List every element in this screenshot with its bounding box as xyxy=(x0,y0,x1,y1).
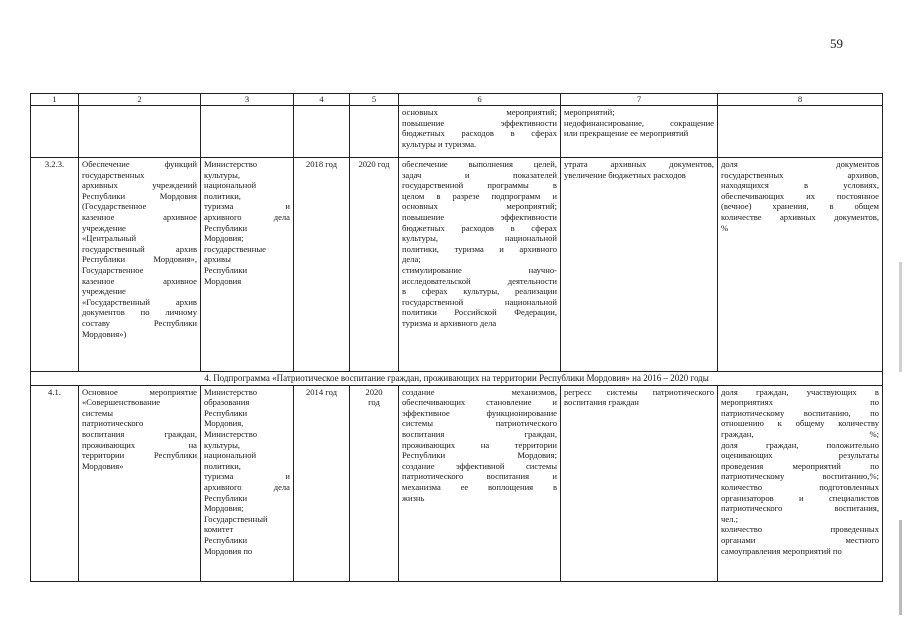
indicators-cell xyxy=(718,158,883,372)
text-line: Республики Мордовия xyxy=(82,190,197,201)
text-line: в сферах культуры, реализации xyxy=(402,286,557,297)
text-line: проживающих на xyxy=(82,439,197,450)
scan-edge-mark xyxy=(899,262,902,372)
table-row-3-2-3 xyxy=(31,158,883,372)
text-line: Государственное xyxy=(82,264,144,275)
text-line: политики, xyxy=(204,190,241,201)
text-line: доля граждан, положительно xyxy=(721,439,879,450)
text-line: механизма ее воплощения в xyxy=(402,481,557,492)
scan-edge-mark xyxy=(899,520,902,615)
text-line: количество проведенных xyxy=(721,524,879,535)
text-line: архивных учреждений xyxy=(82,180,197,191)
text-line: Мордовия; xyxy=(204,503,244,514)
table-row-continuation xyxy=(31,106,883,158)
text-line: основных мероприятий; xyxy=(402,107,557,117)
text-line: патриотического воспитания и xyxy=(402,471,557,482)
text-line: национальной xyxy=(204,450,257,461)
text-line: территории Республики xyxy=(82,450,197,461)
text-line: Мордовия» xyxy=(82,460,124,471)
text-line: Республики xyxy=(204,492,248,503)
text-line: государственных xyxy=(82,169,145,180)
text-line: воспитания граждан, xyxy=(402,428,557,439)
text-line: Республики Мордовия», xyxy=(82,254,197,265)
col-header: 6 xyxy=(399,94,561,106)
text-line: Республики xyxy=(204,407,248,418)
table-row-4-1 xyxy=(31,385,883,581)
text-line: увеличение бюджетных расходов xyxy=(564,169,686,180)
text-line: Мордовия, xyxy=(204,418,244,429)
risks-cell xyxy=(561,106,718,158)
text-line: Мордовия; xyxy=(204,233,244,244)
text-line: образования xyxy=(204,397,250,408)
col-header: 1 xyxy=(31,94,79,106)
text-line: архивного дела xyxy=(204,211,290,222)
col-header: 8 xyxy=(718,94,883,106)
text-line: патриотического воспитания, xyxy=(721,503,879,514)
start-year: 2018 год xyxy=(294,158,350,372)
text-line: органами местного xyxy=(721,534,879,545)
text-line: туризма и xyxy=(204,471,290,482)
text-line: национальной xyxy=(204,180,257,191)
text-line: повышение эффективности xyxy=(402,117,557,128)
text-line: государственной национальной xyxy=(402,296,557,307)
col-header: 5 xyxy=(350,94,399,106)
text-line: (Государственное xyxy=(82,201,147,212)
text-line: Министерство xyxy=(204,159,257,169)
text-line: архивы xyxy=(204,254,231,265)
text-line: политики Российской Федерации, xyxy=(402,307,557,318)
text-line: недофинансирование, сокращение xyxy=(564,117,714,128)
text-line: государственных архивов, xyxy=(721,169,879,180)
text-line: Обеспечение функций xyxy=(82,159,197,169)
text-line: Государственный xyxy=(204,513,268,524)
text-line: целом в разрезе подпрограмм и xyxy=(402,190,557,201)
text-line: Мордовия по xyxy=(204,545,253,556)
text-line: обеспечение выполнения целей, xyxy=(402,159,557,169)
col-header: 2 xyxy=(79,94,201,106)
results-cell xyxy=(399,385,561,581)
program-table xyxy=(30,93,883,582)
activity-cell xyxy=(79,158,201,372)
text-line: Республики xyxy=(204,264,248,275)
text-line: культуры, xyxy=(204,439,241,450)
text-line: регресс системы патриотического xyxy=(564,386,714,397)
text-line: государственные xyxy=(204,243,266,254)
text-line: учреждение xyxy=(82,222,126,233)
text-line: основных мероприятий; xyxy=(402,201,557,212)
text-line: эффективное функционирование xyxy=(402,407,557,418)
text-line: документов по личному xyxy=(82,307,197,318)
activity-cell xyxy=(79,385,201,581)
text-line: отношению к общему количеству xyxy=(721,418,879,429)
text-line: задач и показателей xyxy=(402,169,557,180)
item-number: 4.1. xyxy=(31,385,79,581)
col-header: 7 xyxy=(561,94,718,106)
text-line: доля граждан, участвующих в xyxy=(721,386,879,397)
text-line: бюджетных расходов в сферах xyxy=(402,128,557,139)
text-line: казенное архивное xyxy=(82,211,197,222)
text-line: патриотическому воспитанию,%; xyxy=(721,471,879,482)
text-line: культуры, национальной xyxy=(402,233,557,244)
text-line: «Государственный архив xyxy=(82,296,197,307)
text-line: культуры, xyxy=(204,169,241,180)
text-line: Министерство xyxy=(204,428,257,439)
text-line: или прекращение ее мероприятий xyxy=(564,128,689,139)
text-line: Министерство xyxy=(204,386,257,397)
text-line: % xyxy=(721,222,729,233)
text-line: проживающих на территории xyxy=(402,439,557,450)
text-line: оценивающих результаты xyxy=(721,450,879,461)
text-line: исследовательской деятельности xyxy=(402,275,557,286)
text-line: жизнь xyxy=(402,492,425,503)
text-line: создание эффективной системы xyxy=(402,460,557,471)
text-line: обеспечивающих их постоянное xyxy=(721,190,879,201)
text-line: 2020 xyxy=(365,386,383,397)
text-line: граждан, %; xyxy=(721,428,879,439)
text-line: Основное мероприятие xyxy=(82,386,197,397)
text-line: казенное архивное xyxy=(82,275,197,286)
indicators-cell xyxy=(718,385,883,581)
end-year xyxy=(350,385,399,581)
column-number-row xyxy=(31,94,883,106)
text-line: патриотическому воспитанию, по xyxy=(721,407,879,418)
text-line: повышение эффективности xyxy=(402,211,557,222)
text-line: патриотического xyxy=(82,418,144,429)
text-line: «Совершенствование xyxy=(82,397,161,408)
text-line: архивного дела xyxy=(204,481,290,492)
risks-cell xyxy=(561,385,718,581)
text-line: Мордовия») xyxy=(82,328,127,339)
results-cell xyxy=(399,106,561,158)
text-line: Республики xyxy=(204,222,248,233)
text-line: комитет xyxy=(204,524,234,535)
text-line: Мордовия xyxy=(204,275,242,286)
text-line: дела; xyxy=(402,254,421,265)
subprogram-title: 4. Подпрограмма «Патриотическое воспитание граждан, проживающих на территории Республики Мордовия» на 2016 – 2020 годы xyxy=(31,372,883,386)
text-line: количестве архивных документов, xyxy=(721,211,879,222)
end-year: 2020 год xyxy=(350,158,399,372)
text-line: количество подготовленных xyxy=(721,481,879,492)
text-line: Республики Мордовия; xyxy=(402,450,557,461)
text-line: политики, туризма и архивного xyxy=(402,243,557,254)
text-line: создание механизмов, xyxy=(402,386,557,397)
text-line: политики, xyxy=(204,460,241,471)
text-line: туризма и архивного дела xyxy=(402,317,497,328)
text-line: системы xyxy=(82,407,114,418)
text-line: составу Республики xyxy=(82,317,197,328)
item-number: 3.2.3. xyxy=(31,158,79,372)
text-line: «Центральный государственный архив xyxy=(82,233,197,254)
text-line: системы патриотического xyxy=(402,418,557,429)
text-line: доля документов xyxy=(721,159,879,169)
text-line: проведения мероприятий по xyxy=(721,460,879,471)
text-line: воспитания граждан, xyxy=(82,428,197,439)
text-line: утрата архивных документов, xyxy=(564,159,714,169)
text-line: учреждение xyxy=(82,286,126,297)
executor-cell xyxy=(201,158,294,372)
results-cell xyxy=(399,158,561,372)
text-line: культуры и туризма. xyxy=(402,138,477,149)
subprogram-row xyxy=(31,372,883,386)
text-line: обеспечивающих становление и xyxy=(402,397,557,408)
text-line: самоуправления мероприятий по xyxy=(721,545,842,556)
col-header: 3 xyxy=(201,94,294,106)
text-line: бюджетных расходов в сферах xyxy=(402,222,557,233)
text-line: Республики xyxy=(204,534,248,545)
text-line: туризма и xyxy=(204,201,290,212)
text-line: государственной программы в xyxy=(402,180,557,191)
text-line: стимулирование научно- xyxy=(402,264,557,275)
text-line: организаторов и специалистов xyxy=(721,492,879,503)
text-line: (вечное) хранения, в общем xyxy=(721,201,879,212)
page-number: 59 xyxy=(830,36,843,51)
text-line: воспитания граждан xyxy=(564,397,639,408)
col-header: 4 xyxy=(294,94,350,106)
text-line: находящихся в условиях, xyxy=(721,180,879,191)
text-line: мероприятиях по xyxy=(721,397,879,408)
executor-cell xyxy=(201,385,294,581)
risks-cell xyxy=(561,158,718,372)
text-line: чел.; xyxy=(721,513,738,524)
start-year: 2014 год xyxy=(294,385,350,581)
text-line: мероприятий; xyxy=(564,107,615,117)
text-line: год xyxy=(368,397,380,408)
